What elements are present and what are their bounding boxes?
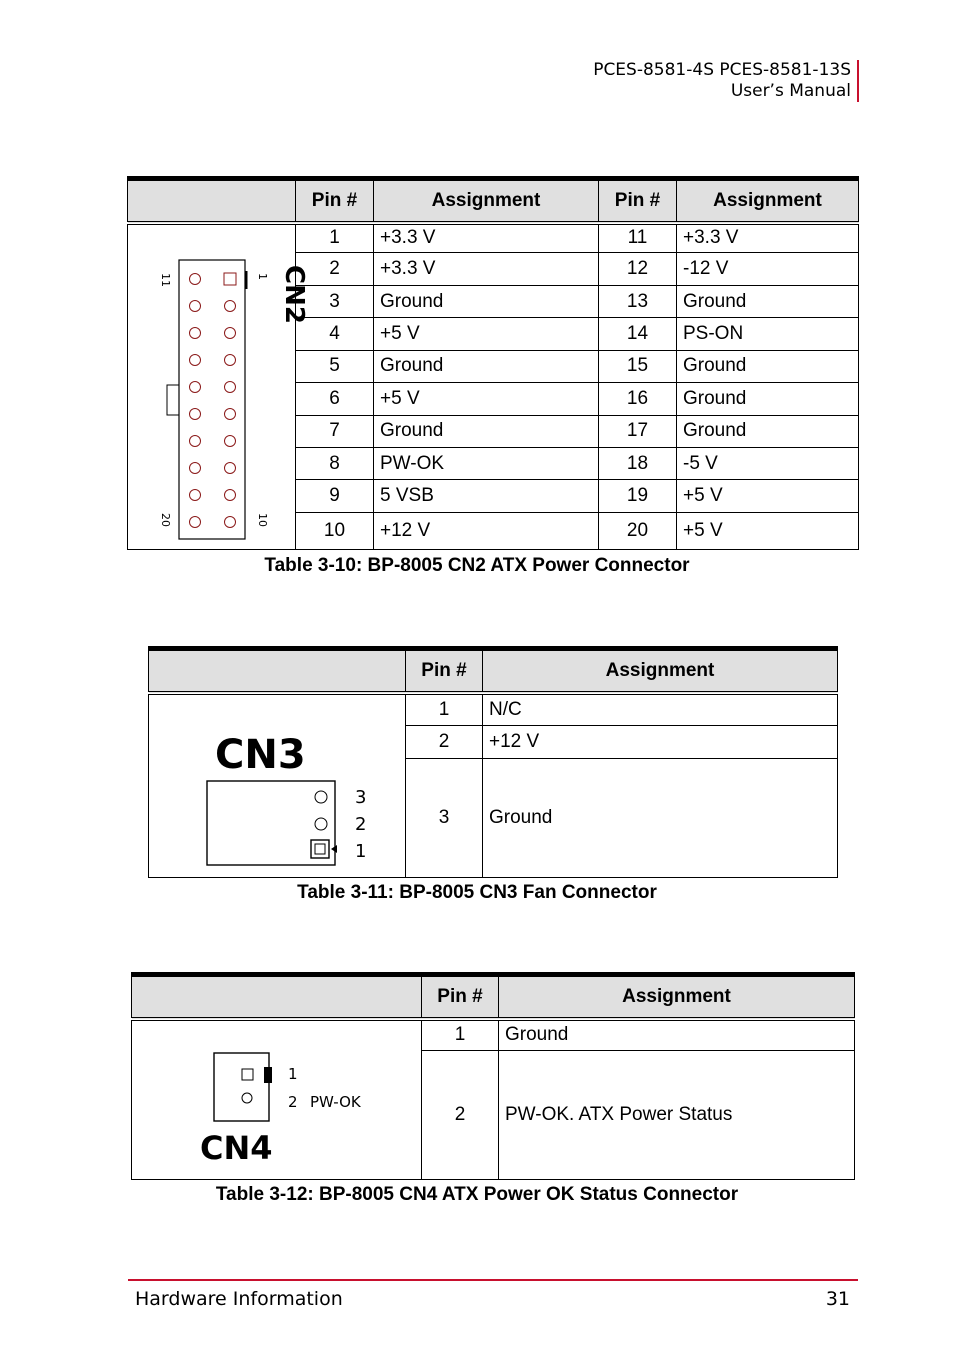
table-caption-cn4: Table 3-12: BP-8005 CN4 ATX Power OK Status Connector	[215, 1184, 739, 1205]
cn2-connector-figure	[128, 223, 309, 550]
pin-label-pw-ok: PW-OK	[310, 1092, 361, 1111]
pin-assignment: Ground	[483, 758, 838, 877]
header-blank	[149, 649, 406, 693]
pin-pad	[190, 435, 201, 446]
cn4-label: CN4	[200, 1128, 273, 1167]
pin-assignment: N/C	[483, 693, 838, 726]
table-row	[149, 693, 838, 726]
cn3-connector-diagram	[155, 695, 410, 871]
pin-number: 19	[599, 480, 677, 512]
pin-pad	[225, 462, 236, 473]
pin-pad	[225, 381, 236, 392]
pin-label-1: 1	[355, 840, 367, 862]
pin-pad	[190, 354, 201, 365]
pin-pad	[225, 516, 236, 527]
pin-number: 10	[296, 512, 374, 549]
pin-number: 3	[406, 758, 483, 877]
pin-number: 20	[599, 512, 677, 549]
cn4-pinout-table	[131, 972, 855, 1180]
pin-assignment: Ground	[499, 1019, 855, 1051]
cn3-connector-figure	[149, 693, 406, 878]
pin-pad	[190, 327, 201, 338]
pin-pad	[190, 300, 201, 311]
pin-number: 17	[599, 415, 677, 447]
pin-label-20: 20	[159, 512, 172, 527]
pin-label-2: 2	[355, 813, 367, 835]
pin-assignment: PS-ON	[677, 318, 859, 350]
pin-number: 12	[599, 253, 677, 285]
pin-assignment: +5 V	[374, 318, 599, 350]
pin-number: 1	[296, 223, 374, 253]
pin-pad	[225, 408, 236, 419]
pin-assignment: Ground	[374, 350, 599, 382]
pin-assignment: +12 V	[374, 512, 599, 549]
pin-number: 4	[296, 318, 374, 350]
pin-label-1: 1	[288, 1064, 298, 1083]
pin-number: 11	[599, 223, 677, 253]
pin-label-3: 3	[355, 786, 367, 808]
pin-assignment: Ground	[677, 350, 859, 382]
pin-assignment: +12 V	[483, 725, 838, 758]
pin-number: 13	[599, 285, 677, 317]
pin-pad	[190, 273, 201, 284]
pin-assignment: +3.3 V	[677, 223, 859, 253]
footer-divider	[128, 1279, 858, 1281]
page-header	[593, 60, 859, 102]
pin-assignment: Ground	[677, 383, 859, 415]
pin-number: 2	[296, 253, 374, 285]
header-pin-b: Pin #	[599, 179, 677, 223]
pin-assignment: PW-OK	[374, 448, 599, 480]
table-caption-cn2: Table 3-10: BP-8005 CN2 ATX Power Connector	[264, 555, 690, 576]
header-pin: Pin #	[406, 649, 483, 693]
pin-pad	[190, 381, 201, 392]
pin-number: 3	[296, 285, 374, 317]
pin-assignment: Ground	[677, 415, 859, 447]
pin-number: 2	[406, 725, 483, 758]
pin-pad	[225, 300, 236, 311]
pin-number: 8	[296, 448, 374, 480]
manual-title: User’s Manual	[730, 81, 851, 101]
cn2-pinout-table	[127, 176, 859, 550]
pin-label-10: 10	[256, 512, 269, 527]
pin-assignment: +3.3 V	[374, 253, 599, 285]
pin-pad	[190, 462, 201, 473]
header-pin: Pin #	[422, 975, 499, 1019]
pin-pad-square	[224, 273, 236, 285]
pin-pad	[190, 408, 201, 419]
cn4-connector-figure	[132, 1019, 422, 1180]
footer-section-title: Hardware Information	[135, 1288, 343, 1310]
cn2-connector-diagram	[134, 225, 309, 543]
pin-label-11: 11	[159, 272, 172, 287]
header-blank	[132, 975, 422, 1019]
pin-pad	[225, 435, 236, 446]
pin-assignment: Ground	[374, 285, 599, 317]
pin-pad	[190, 516, 201, 527]
header-assignment: Assignment	[483, 649, 838, 693]
pin-pad	[190, 489, 201, 500]
header-assignment-a: Assignment	[374, 179, 599, 223]
pin-assignment: PW-OK. ATX Power Status	[499, 1051, 855, 1179]
pin-assignment: Ground	[374, 415, 599, 447]
cn3-pinout-table	[148, 646, 838, 878]
pin-assignment: +5 V	[677, 480, 859, 512]
pin-number: 2	[422, 1051, 499, 1179]
pin-number: 6	[296, 383, 374, 415]
header-assignment: Assignment	[499, 975, 855, 1019]
pin-label-2: 2	[288, 1092, 298, 1111]
pin-label-1: 1	[256, 272, 269, 280]
pin-number: 1	[422, 1019, 499, 1051]
header-pin-a: Pin #	[296, 179, 374, 223]
pin-assignment: -12 V	[677, 253, 859, 285]
table-row	[132, 1019, 855, 1051]
table-caption-cn3: Table 3-11: BP-8005 CN3 Fan Connector	[297, 882, 657, 903]
pin-assignment: +5 V	[374, 383, 599, 415]
cn3-label: CN3	[215, 731, 306, 778]
pin-assignment: -5 V	[677, 448, 859, 480]
cn2-label: CN2	[279, 264, 309, 324]
manual-model: PCES-8581-4S PCES-8581-13S	[593, 60, 851, 80]
header-blank	[128, 179, 296, 223]
pin-pad	[225, 354, 236, 365]
pin-assignment: Ground	[677, 285, 859, 317]
pin-pad	[225, 489, 236, 500]
pin-number: 1	[406, 693, 483, 726]
page-number: 31	[825, 1288, 850, 1310]
pin-number: 5	[296, 350, 374, 382]
header-assignment-b: Assignment	[677, 179, 859, 223]
pin-number: 9	[296, 480, 374, 512]
pin-number: 14	[599, 318, 677, 350]
pin-number: 16	[599, 383, 677, 415]
pin-assignment: +5 V	[677, 512, 859, 549]
cn4-connector-diagram	[138, 1021, 426, 1173]
pin-number: 15	[599, 350, 677, 382]
pin-pad	[225, 327, 236, 338]
pin-assignment: 5 VSB	[374, 480, 599, 512]
pin-assignment: +3.3 V	[374, 223, 599, 253]
pin-number: 18	[599, 448, 677, 480]
pin-number: 7	[296, 415, 374, 447]
